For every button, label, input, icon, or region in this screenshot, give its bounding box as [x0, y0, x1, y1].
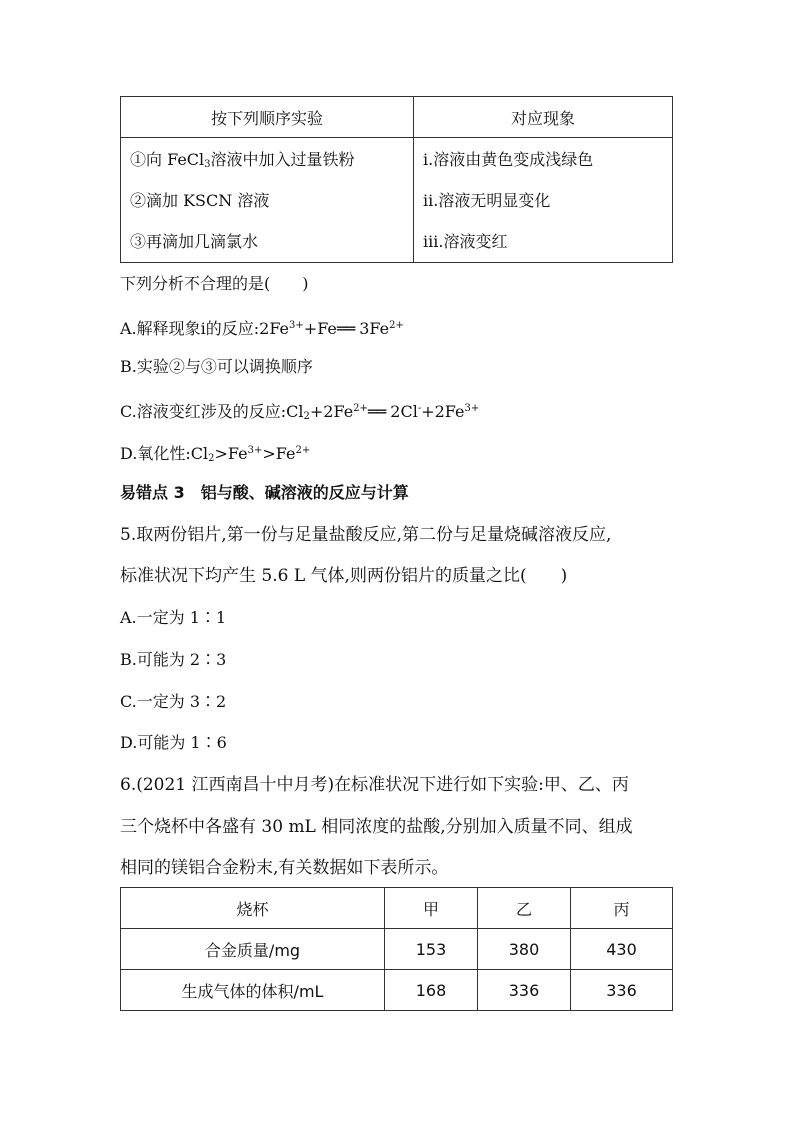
table-cell: 153: [385, 929, 478, 970]
option-d: D.氧化性$:Cl_2>Fe^{3+}>Fe^{2+}$: [120, 444, 311, 464]
table-header-cell: 对应现象: [414, 97, 673, 138]
table-header-row: [121, 97, 673, 138]
table-cell: 合金质量/mg: [121, 929, 385, 970]
table-header-cell: 按下列顺序实验: [121, 97, 414, 138]
phenomenon-2: ⅱ.溶液无明显变化: [423, 191, 551, 210]
q5-option-a: A.一定为 1∶1: [120, 608, 227, 627]
option-c: C.溶液变红涉及的反应$:Cl_2+2Fe^{2+}══$ $2Cl^-+2Fe^{3+}$: [120, 402, 480, 422]
section-heading: 易错点 3 铝与酸、碱溶液的反应与计算: [120, 483, 409, 502]
alloy-data-table: [120, 887, 673, 1011]
table-cell: 生成气体的体积/mL: [121, 970, 385, 1011]
table-header-cell: 丙: [571, 888, 673, 929]
option-a: A.解释现象ⅰ的反应$:2Fe^{3+}+Fe══$ $3Fe^{2+}$: [120, 319, 404, 338]
experiment-table: [120, 96, 673, 263]
steps-cell: [121, 138, 414, 263]
q5-line-1: 5.取两份铝片,第一份与足量盐酸反应,第二份与足量烧碱溶液反应,: [120, 525, 612, 545]
table-cell: 430: [571, 929, 673, 970]
q6-line-3: 相同的镁铝合金粉末,有关数据如下表所示。: [120, 858, 449, 878]
table-row: [121, 970, 673, 1011]
table-cell: 380: [478, 929, 571, 970]
option-b: B.实验②与③可以调换顺序: [120, 357, 313, 376]
step-1: ①向 FeCl$_3$溶液中加入过量铁粉: [130, 150, 355, 170]
step-2: ②滴加 KSCN 溶液: [130, 191, 270, 210]
question-stem: 下列分析不合理的是( ): [120, 274, 309, 293]
phenomena-cell: [414, 138, 673, 263]
q6-line-1: 6.(2021 江西南昌十中月考)在标准状况下进行如下实验:甲、乙、丙: [120, 775, 629, 795]
q5-option-c: C.一定为 3∶2: [120, 692, 227, 711]
q5-option-b: B.可能为 2∶3: [120, 650, 227, 669]
table-cell: 336: [478, 970, 571, 1011]
table-row: [121, 138, 673, 263]
q5-line-2: 标准状况下均产生 5.6 L 气体,则两份铝片的质量之比( ): [120, 566, 568, 586]
table-header-cell: 甲: [385, 888, 478, 929]
table-header-cell: 烧杯: [121, 888, 385, 929]
table-cell: 336: [571, 970, 673, 1011]
phenomenon-1: ⅰ.溶液由黄色变成浅绿色: [423, 150, 594, 169]
table-header-cell: 乙: [478, 888, 571, 929]
table-cell: 168: [385, 970, 478, 1011]
table-row: [121, 929, 673, 970]
q6-line-2: 三个烧杯中各盛有 30 mL 相同浓度的盐酸,分别加入质量不同、组成: [120, 817, 633, 837]
table-header-row: [121, 888, 673, 929]
step-3: ③再滴加几滴氯水: [130, 232, 259, 251]
phenomenon-3: ⅲ.溶液变红: [423, 232, 508, 251]
q5-option-d: D.可能为 1∶6: [120, 733, 227, 752]
